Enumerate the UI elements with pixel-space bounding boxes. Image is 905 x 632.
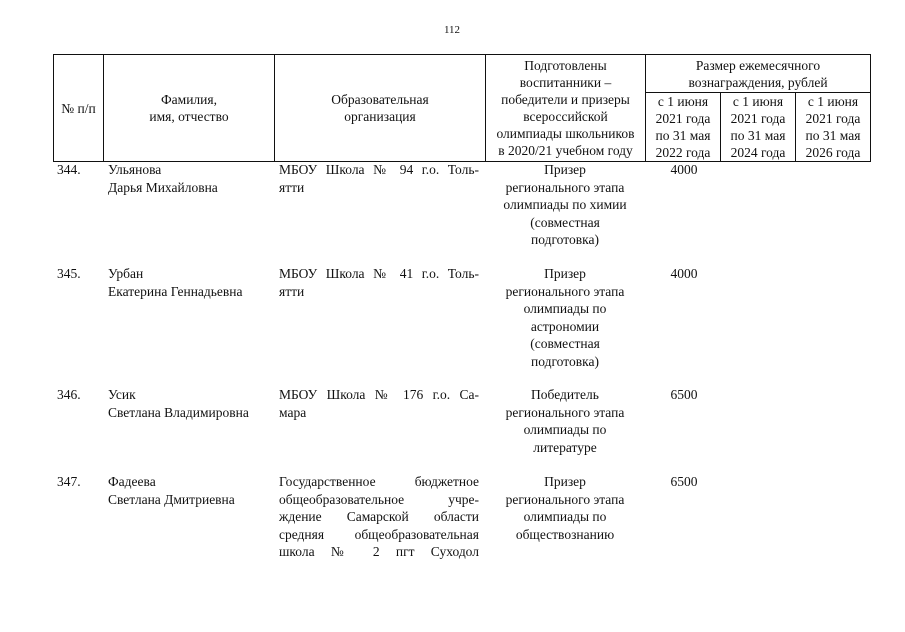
header-num: № п/п xyxy=(54,55,104,162)
row-number: 347. xyxy=(57,474,81,489)
header-period-2024: с 1 июня 2021 года по 31 мая 2024 года xyxy=(721,93,796,162)
row-organization: МБОУ Школа № 94 г.о. Толь- ятти xyxy=(279,162,479,195)
row-description: Призер регионального этапа олимпиады по обществознанию xyxy=(505,474,625,542)
row-payment: 4000 xyxy=(670,162,698,177)
header-org: Образовательная организация xyxy=(275,55,486,162)
row-fio: Фадеева Светлана Дмитриевна xyxy=(108,474,235,507)
row-description: Призер регионального этапа олимпиады по химии (совместная подготовка) xyxy=(503,162,627,247)
row-fio: Урбан Екатерина Геннадьевна xyxy=(108,266,243,299)
row-payment: 6500 xyxy=(670,474,698,489)
row-description: Победитель регионального этапа олимпиады по литературе xyxy=(505,387,625,455)
page-number: 112 xyxy=(443,24,461,36)
row-organization: МБОУ Школа № 41 г.о. Толь- ятти xyxy=(279,266,479,299)
row-payment: 6500 xyxy=(670,387,698,402)
header-reward: Размер ежемесячного вознаграждения, рублей xyxy=(646,55,871,93)
row-fio: Усик Светлана Владимировна xyxy=(108,387,249,420)
row-number: 345. xyxy=(57,266,81,281)
header-prepared: Подготовлены воспитанники – победители и призеры всероссийской олимпиады школьников в 2020/21 учебном году xyxy=(486,55,646,162)
table-header xyxy=(53,54,871,162)
row-payment: 4000 xyxy=(670,266,698,281)
row-number: 346. xyxy=(57,387,81,402)
row-number: 344. xyxy=(57,162,81,177)
row-fio: Ульянова Дарья Михайловна xyxy=(108,162,218,195)
row-organization: Государственное бюджетное общеобразовательное учре- ждение Самарской области средняя общеобразовательная школа № 2 пгт Суходол xyxy=(279,474,479,559)
header-period-2022: с 1 июня 2021 года по 31 мая 2022 года xyxy=(646,93,721,162)
row-description: Призер регионального этапа олимпиады по астрономии (совместная подготовка) xyxy=(505,266,625,369)
header-period-2026: с 1 июня 2021 года по 31 мая 2026 года xyxy=(796,93,871,162)
header-fio: Фамилия, имя, отчество xyxy=(104,55,275,162)
row-organization: МБОУ Школа № 176 г.о. Са- мара xyxy=(279,387,479,420)
